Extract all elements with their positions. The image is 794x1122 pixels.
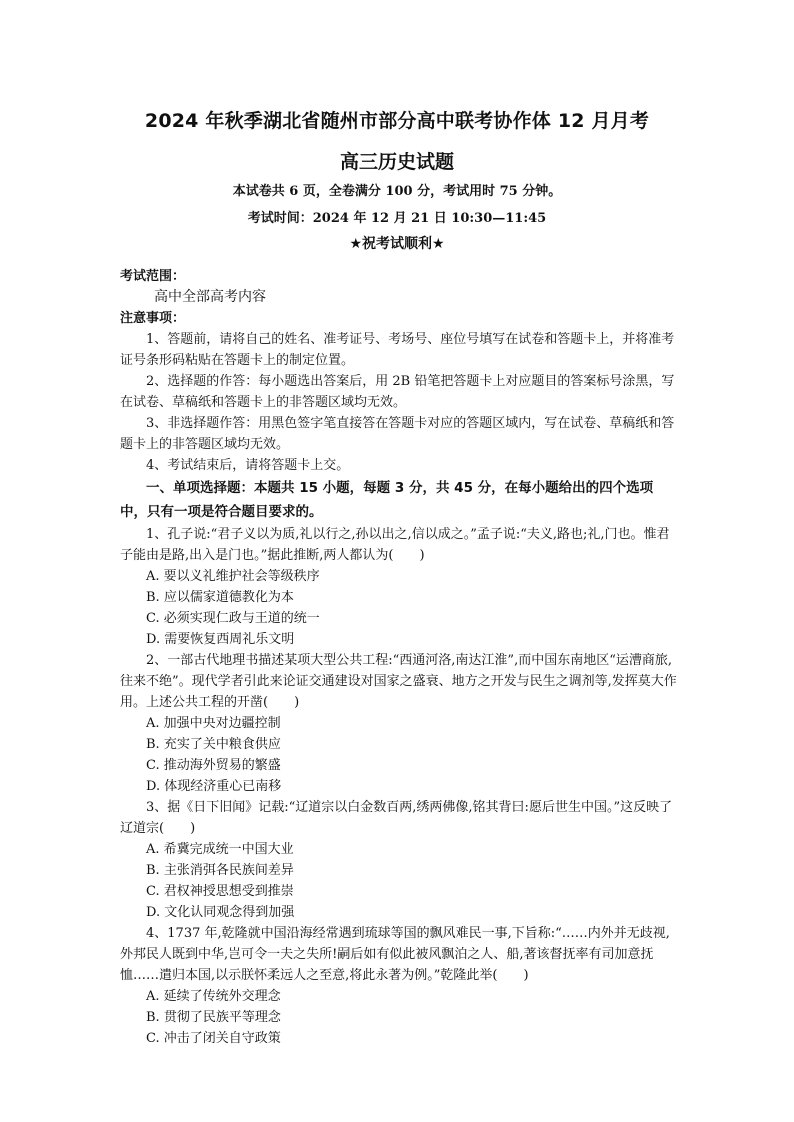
- question-option: D. 需要恢复西周礼乐文明: [146, 632, 295, 647]
- scope-label: 考试范围：: [120, 269, 186, 284]
- question-option: A. 希冀完成统一中国大业: [146, 842, 294, 857]
- question-option: B. 主张消弭各民族间差异: [146, 863, 294, 878]
- question-option: B. 贯彻了民族平等理念: [146, 1010, 281, 1025]
- question-option: C. 必须实现仁政与王道的统一: [146, 611, 320, 626]
- question-option: C. 冲击了闭关自守政策: [146, 1031, 281, 1046]
- exam-info-pages: 本试卷共 6 页，全卷满分 100 分，考试用时 75 分钟。: [232, 184, 562, 199]
- question-option: C. 君权神授思想受到推崇: [146, 884, 294, 899]
- exam-info-time: 考试时间：2024 年 12 月 21 日 10:30—11:45: [247, 211, 547, 226]
- question-stem: 1、孔子说:“君子义以为质,礼以行之,孙以出之,信以成之。”孟子说:“夫义,路也;礼,门也。惟君子能由是路,出入是门也。”据此推断,两人都认为( ): [120, 527, 670, 563]
- question-stem: 3、据《日下旧闻》记载:“辽道宗以白金数百两,绣两佛像,铭其背曰:愿后世生中国。”这反映了辽道宗( ): [120, 800, 673, 836]
- question-option: A. 加强中央对边疆控制: [146, 716, 281, 731]
- exam-body: [120, 266, 680, 1049]
- question-stem: 4、1737 年,乾隆就中国沿海经常遇到琉球等国的飘风难民一事,下旨称:“……内外并无歧视,外邦民人既到中华,岂可令一夫之失所!嗣后如有似此被风飘泊之人、船,著该督抚率有司加意抚恤……遣归本国,以示朕怀柔远人之至意,将此永著为例。”乾隆此举( ): [120, 926, 670, 983]
- exam-wish: ★祝考试顺利★: [349, 236, 445, 252]
- question-stem: 2、一部古代地理书描述某项大型公共工程:“西通河洛,南达江淮”,而中国东南地区“运漕商旅,往来不绝”。现代学者引此来论证交通建设对国家之盛衰、地方之开发与民生之调剂等,发挥莫大作用。上述公共工程的开凿( ): [120, 653, 677, 710]
- question-option: C. 推动海外贸易的繁盛: [146, 758, 281, 773]
- section-heading: 一、单项选择题：本题共 15 小题，每题 3 分，共 45 分，在每小题给出的四个选项中，只有一项是符合题目要求的。: [120, 480, 654, 520]
- notes-label: 注意事项：: [120, 311, 186, 326]
- question-option: B. 充实了关中粮食供应: [146, 737, 281, 752]
- note-item: 3、非选择题作答：用黑色签字笔直接答在答题卡对应的答题区域内，写在试卷、草稿纸和答题卡上的非答题区域均无效。: [120, 416, 675, 452]
- question-option: A. 延续了传统外交理念: [146, 989, 281, 1004]
- question-option: B. 应以儒家道德教化为本: [146, 590, 294, 605]
- note-item: 4、考试结束后，请将答题卡上交。: [146, 458, 350, 473]
- question-option: D. 体现经济重心已南移: [146, 779, 282, 794]
- exam-subtitle: 高三历史试题: [339, 151, 454, 173]
- question-option: A. 要以义礼维护社会等级秩序: [146, 569, 320, 584]
- scope-text: 高中全部高考内容: [154, 289, 266, 305]
- exam-title: 2024 年秋季湖北省随州市部分高中联考协作体 12 月月考: [144, 110, 650, 132]
- note-item: 1、答题前，请将自己的姓名、准考证号、考场号、座位号填写在试卷和答题卡上，并将准考证号条形码粘贴在答题卡上的制定位置。: [120, 332, 675, 368]
- question-option: D. 文化认同观念得到加强: [146, 905, 295, 920]
- note-item: 2、选择题的作答：每小题选出答案后，用 2B 铅笔把答题卡上对应题目的答案标号涂黑，写在试卷、草稿纸和答题卡上的非答题区域均无效。: [120, 374, 675, 410]
